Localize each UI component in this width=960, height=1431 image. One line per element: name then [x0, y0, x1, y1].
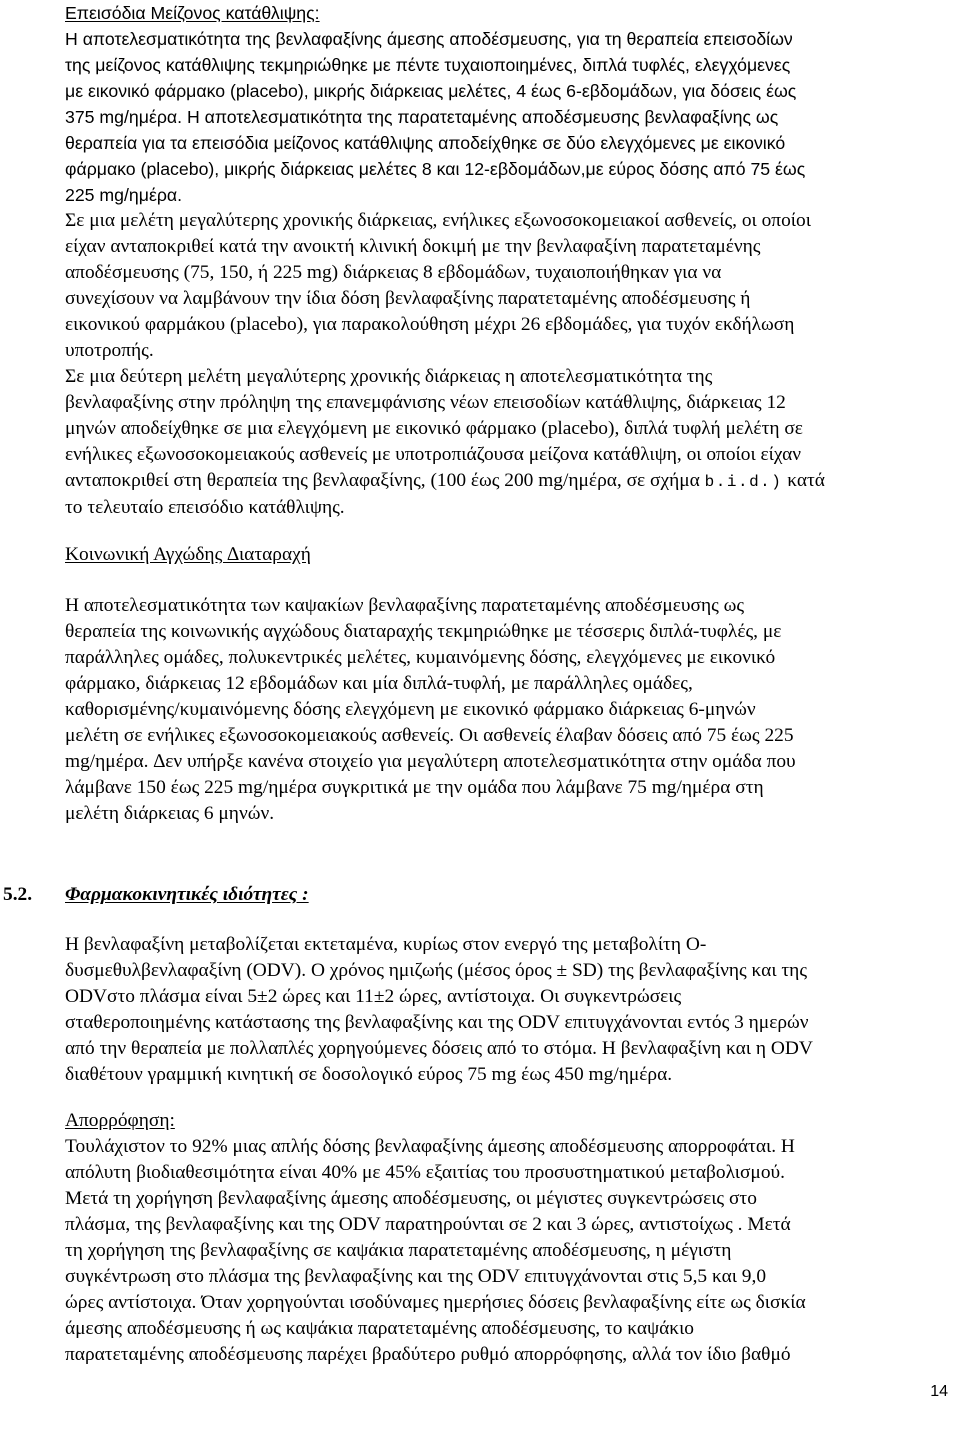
text-line: 375 mg/ημέρα. Η αποτελεσματικότητα της παρατεταμένης αποδέσμευσης βενλαφαξίνης ως — [65, 107, 779, 127]
text-line: ενήλικες εξωνοσοκομειακούς ασθενείς με υποτροπιάζουσα μείζονα κατάθλιψη, οι οποίοι είχαν — [65, 444, 801, 465]
text-line: Η αποτελεσματικότητα των καψακίων βενλαφαξίνης παρατεταμένης αποδέσμευσης ως — [65, 595, 745, 616]
text-line: εικονικού φαρμάκου (placebo), για παρακολούθηση μέχρι 26 εβδομάδες, για τυχόν εκδήλωση — [65, 314, 795, 335]
paragraph — [65, 26, 805, 208]
section-number: 5.2. — [3, 884, 33, 905]
section-heading: Κοινωνική Αγχώδης ∆ιαταραχή — [65, 544, 311, 565]
text-line: διαθέτουν γραμμική κινητική σε δοσολογικό εύρος 75 mg έως 450 mg/ημέρα. — [65, 1064, 673, 1085]
paragraph — [65, 932, 813, 1088]
text-line: δυσμεθυλβενλαφαξίνη (ODV). Ο χρόνος ημιζωής (μέσος όρος ± SD) της βενλαφαξίνης και της — [65, 960, 807, 981]
text-line: Η αποτελεσματικότητα της βενλαφαξίνης άμεσης αποδέσμευσης, για τη θεραπεία επεισοδίων — [65, 29, 793, 49]
text-line: φάρμακο, διάρκειας 12 εβδομάδων και μία διπλά-τυφλή, με παράλληλες ομάδες, — [65, 673, 693, 694]
text-line: μηνών αποδείχθηκε σε μια ελεγχόμενη με εικονικό φάρμακο (placebo), διπλά τυφλή μελέτη σε — [65, 418, 803, 439]
text-line — [65, 468, 825, 495]
section-title: Φαρμακοκινητικές ιδιότητες : — [65, 884, 309, 905]
text-line: Μετά τη χορήγηση βενλαφαξίνης άμεσης αποδέσμευσης, οι μέγιστες συγκεντρώσεις στο — [65, 1188, 757, 1209]
text-line: άμεσης αποδέσμευσης ή ως καψάκια παρατεταμένης αποδέσμευσης, το καψάκιο — [65, 1318, 694, 1339]
text-line: Σε μια δεύτερη μελέτη μεγαλύτερης χρονικής διάρκειας η αποτελεσματικότητα της — [65, 366, 713, 387]
text-line: παράλληλες ομάδες, πολυκεντρικές μελέτες, κυμαινόμενης δόσης, ελεγχόμενες με εικονικό — [65, 647, 776, 668]
section-title-row — [65, 882, 309, 908]
text-line: μελέτη σε ενήλικες εξωνοσοκομειακούς ασθενείς. Οι ασθενείς έλαβαν δόσεις από 75 έως 225 — [65, 725, 794, 746]
social-anxiety-heading-row — [65, 542, 311, 568]
text-line: τη χορήγηση της βενλαφαξίνης σε καψάκια παρατεταμένης αποδέσμευσης, η μέγιστη — [65, 1240, 732, 1261]
text-line: συνεχίσουν να λαμβάνουν την ίδια δόση βενλαφαξίνης παρατεταμένης αποδέσμευσης ή — [65, 288, 751, 309]
text-line: mg/ημέρα. ∆εν υπήρξε κανένα στοιχείο για μεγαλύτερη αποτελεσματικότητα στην ομάδα που — [65, 751, 796, 772]
text-line: υποτροπής. — [65, 340, 154, 361]
text-line: αποδέσμευσης (75, 150, ή 225 mg) διάρκειας 8 εβδομάδων, τυχαιοποιήθηκαν για να — [65, 262, 722, 283]
text-line: συγκέντρωση στο πλάσμα της βενλαφαξίνης και της ODV επιτυγχάνονται στις 5,5 και 9,0 — [65, 1266, 767, 1287]
page-number: 14 — [930, 1383, 948, 1400]
text-line: Η βενλαφαξίνη μεταβολίζεται εκτεταμένα, κυρίως στον ενεργό της μεταβολίτη Ο- — [65, 934, 707, 955]
text-line: θεραπεία της κοινωνικής αγχώδους διαταραχής τεκμηριώθηκε με τέσσερις διπλά-τυφλές, με — [65, 621, 782, 642]
text-line: καθορισμένης/κυμαινόμενης δόσης ελεγχόμενη με εικονικό φάρμακο διάρκειας 6-μηνών — [65, 699, 756, 720]
text-line: το τελευταίο επεισόδιο κατάθλιψης. — [65, 497, 345, 518]
text-segment: ανταποκριθεί στη θεραπεία της βενλαφαξίνης, (100 έως 200 mg/ημέρα, σε σχήμα — [65, 470, 705, 491]
paragraph — [65, 208, 825, 364]
text-line: Τουλάχιστον το 92% μιας απλής δόσης βενλαφαξίνης άμεσης αποδέσμευσης απορροφάται. Η — [65, 1136, 795, 1157]
text-line: μελέτη διάρκειας 6 μηνών. — [65, 803, 275, 824]
text-segment: κατά — [782, 470, 825, 491]
text-line: παρατεταμένης αποδέσμευσης παρέχει βραδύτερο ρυθμό απορρόφησης, αλλά τον ίδιο βαθμό — [65, 1344, 791, 1365]
depression-section — [65, 0, 805, 208]
text-line: ώρες αντίστοιχα. Όταν χορηγούνται ισοδύναμες ημερήσιες δόσεις βενλαφαξίνης είτε ως δισκία — [65, 1292, 806, 1313]
text-line: είχαν ανταποκριθεί κατά την ανοικτή κλινική δοκιμή με την βενλαφαξίνη παρατεταμένης — [65, 236, 761, 257]
text-line: της μείζονος κατάθλιψης τεκμηριώθηκε με πέντε τυχαιοποιημένες, διπλά τυφλές, ελεγχόμενες — [65, 55, 791, 75]
text-line: από την θεραπεία με πολλαπλές χορηγούμενες δόσεις από το στόμα. Η βενλαφαξίνη και η ODV — [65, 1038, 813, 1059]
paragraph — [65, 364, 825, 521]
text-line: Σε μια μελέτη μεγαλύτερης χρονικής διάρκειας, ενήλικες εξωνοσοκομειακοί ασθενείς, οι οποίοι — [65, 210, 811, 231]
text-line: λάμβανε 150 έως 225 mg/ημέρα συγκριτικά με την ομάδα που λάμβανε 75 mg/ημέρα στη — [65, 777, 764, 798]
text-line: σταθεροποιημένης κατάστασης της βενλαφαξίνης και της ODV επιτυγχάνονται εντός 3 ημερών — [65, 1012, 809, 1033]
text-line: φάρμακο (placebo), μικρής διάρκειας μελέτες 8 και 12-εβδομάδων,με εύρος δόσης από 75 έως — [65, 159, 806, 179]
long-term-studies — [65, 208, 825, 521]
text-line: βενλαφαξίνης στην πρόληψη της επανεμφάνισης νέων επεισοδίων κατάθλιψης, διάρκειας 12 — [65, 392, 786, 413]
text-line: 225 mg/ημέρα. — [65, 185, 183, 205]
text-line: θεραπεία για τα επεισόδια μείζονος κατάθλιψης αποδείχθηκε σε δύο ελεγχόμενες με εικονικό — [65, 133, 786, 153]
text-line: απόλυτη βιοδιαθεσιμότητα είναι 40% με 45% εξαιτίας του προσυστηματικού μεταβολισμού. — [65, 1162, 785, 1183]
subsection-heading: Απορρόφηση: — [65, 1110, 175, 1131]
absorption-section — [65, 1108, 806, 1368]
section-heading: Επεισόδια Μείζονος κατάθλιψης: — [65, 3, 320, 23]
dosing-regimen: b.i.d.) — [704, 473, 783, 491]
text-line: με εικονικό φάρμακο (placebo), μικρής διάρκειας μελέτες, 4 έως 6-εβδομάδων, για δόσεις έως — [65, 81, 797, 101]
paragraph — [65, 1134, 806, 1368]
paragraph — [65, 593, 796, 827]
text-line: ODVστο πλάσμα είναι 5±2 ώρες και 11±2 ώρες, αντίστοιχα. Οι συγκεντρώσεις — [65, 986, 682, 1007]
text-line: πλάσμα, της βενλαφαξίνης και της ODV παρατηρούνται σε 2 και 3 ώρες, αντιστοίχως . Μετά — [65, 1214, 791, 1235]
